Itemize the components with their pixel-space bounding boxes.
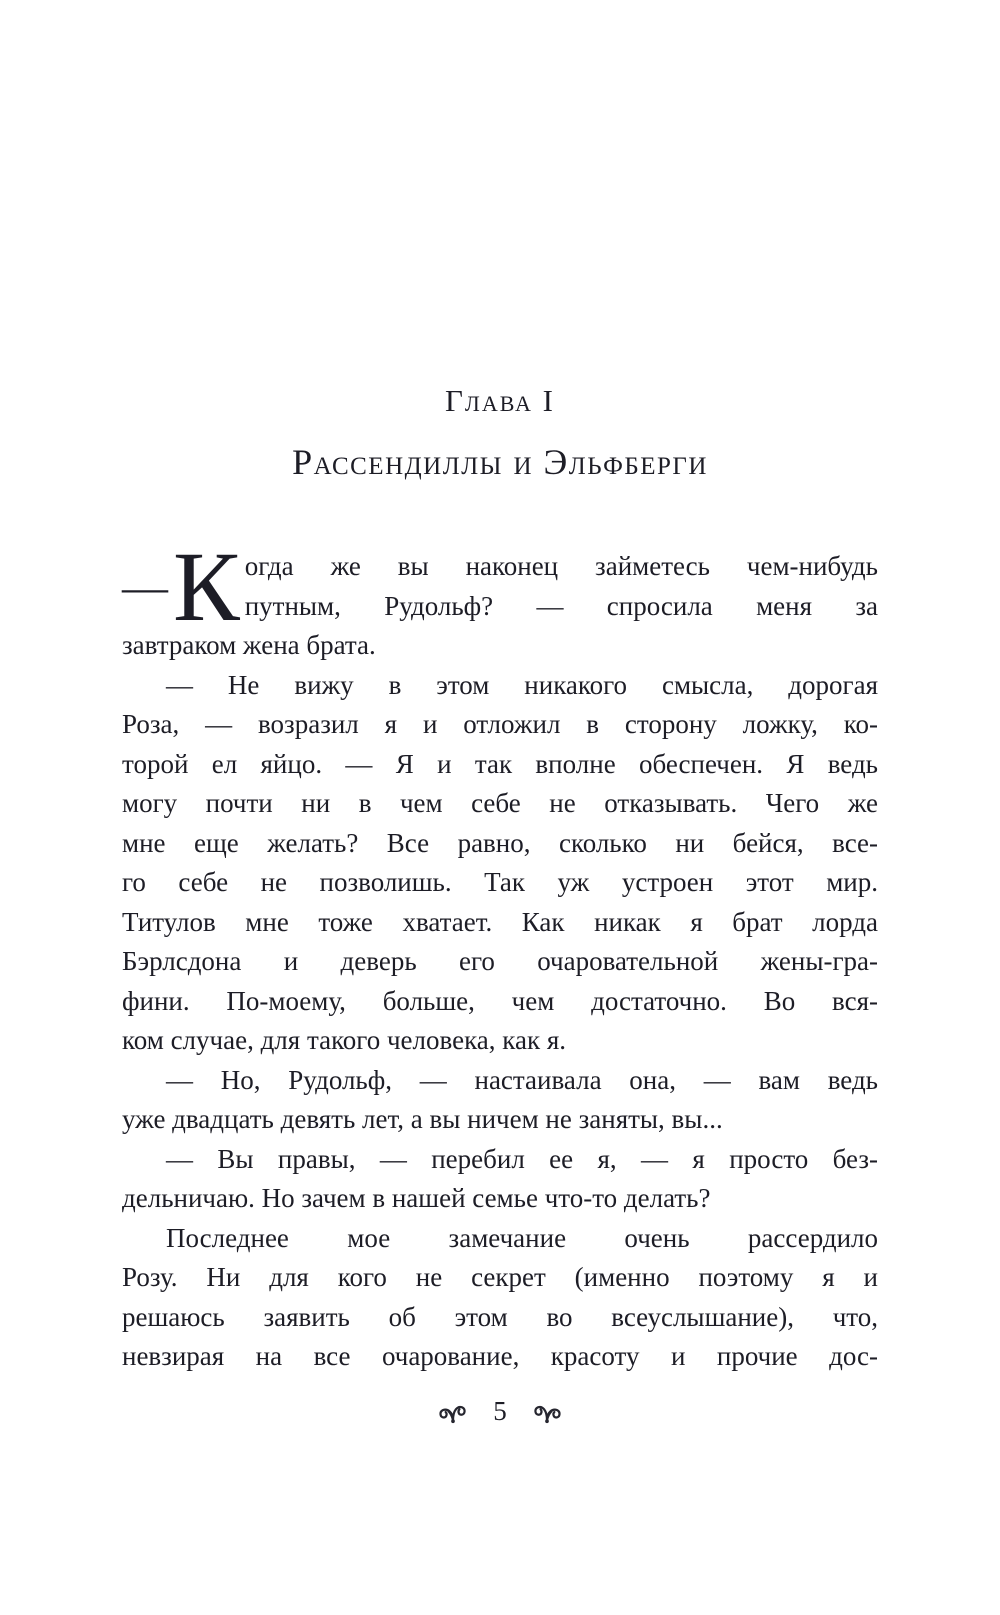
text-line: — Не вижу в этом никакого смысла, дорогая	[166, 669, 878, 700]
paragraph	[122, 1140, 878, 1219]
chapter-heading: Глава I	[445, 383, 555, 418]
text-line: Бэрлсдона и деверь его очаровательной жены-гра-	[122, 946, 878, 976]
text-line: мне еще желать? Все равно, сколько ни бейся, все-	[122, 827, 878, 858]
text-line: Розу. Ни для кого не секрет (именно поэтому я и	[122, 1262, 878, 1292]
paragraph	[122, 1061, 878, 1140]
text-line: ком случае, для такого человека, как я.	[122, 1025, 566, 1055]
text-line: го себе не позволишь. Так уж устроен этот мир.	[122, 867, 878, 897]
text-line: путным, Рудольф? — спросила меня за	[244, 590, 878, 621]
drop-cap-letter: К	[173, 530, 240, 642]
text-line: торой ел яйцо. — Я и так вполне обеспечен. Я ведь	[122, 748, 878, 779]
fleuron-left-icon	[437, 1400, 469, 1424]
body-text	[122, 530, 878, 1377]
paragraph	[122, 666, 878, 1061]
text-line: фини. По-моему, больше, чем достаточно. Во вся-	[122, 985, 878, 1016]
text-line: решаюсь заявить об этом во всеуслышание), что,	[122, 1301, 878, 1332]
text-line: Титулов мне тоже хватает. Как никак я брат лорда	[122, 906, 878, 937]
drop-cap	[122, 530, 240, 642]
text-line: Роза, — возразил я и отложил в сторону ложку, ко-	[122, 709, 878, 739]
page-footer	[0, 1396, 1000, 1427]
text-line: невзирая на все очарование, красоту и прочие дос-	[122, 1341, 878, 1371]
text-line: дельничаю. Но зачем в нашей семье что-то делать?	[122, 1183, 711, 1213]
dialogue-dash: —	[122, 560, 168, 612]
text-line: — Вы правы, — перебил ее я, — я просто без-	[166, 1143, 878, 1174]
text-line: огда же вы наконец займетесь чем-нибудь	[244, 551, 878, 581]
text-line: Последнее мое замечание очень рассердило	[166, 1222, 878, 1253]
fleuron-right-icon	[531, 1400, 563, 1424]
text-line: — Но, Рудольф, — настаивала она, — вам ведь	[166, 1064, 878, 1095]
text-line: завтраком жена брата.	[122, 630, 376, 660]
page-number: 5	[493, 1396, 507, 1426]
chapter-title: Рассендиллы и Эльфберги	[292, 442, 708, 482]
paragraph	[122, 1219, 878, 1377]
text-line: могу почти ни в чем себе не отказывать. Чего же	[122, 788, 878, 818]
text-line: уже двадцать девять лет, а вы ничем не заняты, вы...	[122, 1104, 723, 1134]
paragraph	[122, 530, 878, 666]
